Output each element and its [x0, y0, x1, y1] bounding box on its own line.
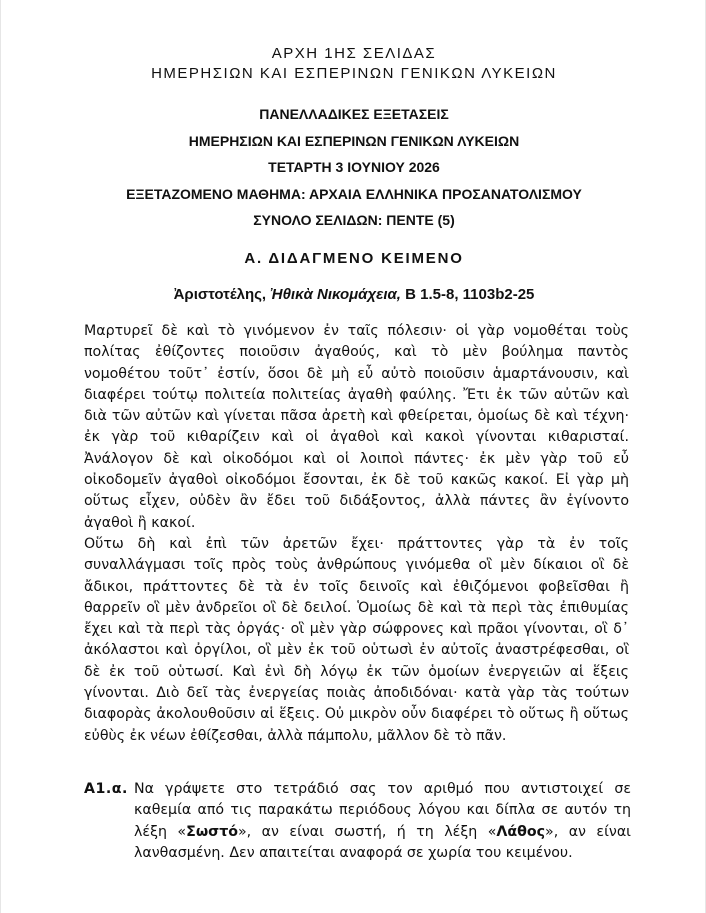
question-text — [134, 779, 631, 864]
text-paragraph-1: Μαρτυρεῖ δὲ καὶ τὸ γινόμενον ἐν ταῖς πόλεσιν· οἱ γὰρ νομοθέται τοὺς πολίτας ἐθίζοντες ποιοῦσιν ἀγαθούς, καὶ τὸ μὲν βούλημα παντὸς νομοθέτου τοῦτ᾽ ἐστίν, ὅσοι δὲ μὴ εὖ αὐτὸ ποιοῦσιν ἁμαρτάνουσιν, καὶ διαφέρει τούτῳ πολιτεία πολιτείας ἀγαθὴ φαύλης. Ἔτι ἐκ τῶν αὐτῶν καὶ διὰ τῶν αὐτῶν καὶ γίνεται πᾶσα ἀρετὴ καὶ φθείρεται, ὁμοίως δὲ καὶ τέχνη· ἐκ γὰρ τοῦ κιθαρίζειν καὶ οἱ ἀγαθοὶ καὶ κακοὶ γίνονται κιθαρισταί. Ἀνάλογον δὲ καὶ οἰκοδόμοι καὶ οἱ λοιποὶ πάντες· ἐκ μὲν γὰρ τοῦ εὖ οἰκοδομεῖν ἀγαθοὶ οἰκοδόμοι ἔσονται, ἐκ δὲ τοῦ κακῶς κακοί. Εἰ γὰρ μὴ οὕτως εἶχεν, οὐδὲν ἂν ἔδει τοῦ διδάξοντος, ἀλλὰ πάντες ἂν ἐγίνοντο ἀγαθοὶ ἢ κακοί. — [84, 323, 629, 531]
header-schools-line: ΗΜΕΡΗΣΙΩΝ ΚΑΙ ΕΣΠΕΡΙΝΩΝ ΓΕΝΙΚΩΝ ΛΥΚΕΙΩΝ — [151, 65, 557, 82]
correct-word: Σωστό — [186, 823, 238, 840]
exam-info-block — [1, 101, 706, 234]
exam-subject: ΕΞΕΤΑΖΟΜΕΝΟ ΜΑΘΗΜΑ: ΑΡΧΑΙΑ ΕΛΛΗΝΙΚΑ ΠΡΟΣΑΝΑΤΟΛΙΣΜΟΥ — [126, 185, 582, 202]
question-text-part-1: Να γράψετε στο τετράδιό σας τον αριθμό που αντιστοιχεί σε καθεμία από τις παρακάτω περιόδους λόγου και δίπλα σε αυτόν τη λέξη « — [134, 781, 631, 840]
wrong-word: Λάθος — [496, 823, 546, 840]
page-header — [1, 44, 706, 84]
exam-total-pages: ΣΥΝΟΛΟ ΣΕΛΙΔΩΝ: ΠΕΝΤΕ (5) — [253, 212, 455, 228]
question-text-part-2: », αν είναι σωστή, ή τη λέξη « — [238, 823, 497, 840]
page-number-label: ΑΡΧΗ 1ΗΣ ΣΕΛΙΔΑΣ — [271, 45, 437, 62]
question-label: Α1.α. — [84, 781, 128, 797]
citation-author: Ἀριστοτέλης, — [173, 286, 267, 303]
exam-schools: ΗΜΕΡΗΣΙΩΝ ΚΑΙ ΕΣΠΕΡΙΝΩΝ ΓΕΝΙΚΩΝ ΛΥΚΕΙΩΝ — [188, 132, 520, 149]
question-a1a — [84, 779, 631, 864]
section-title: Α. ΔΙΔΑΓΜΕΝΟ ΚΕΙΜΕΝΟ — [244, 250, 464, 267]
text-paragraph-2: Οὕτω δὴ καὶ ἐπὶ τῶν ἀρετῶν ἔχει· πράττοντες γὰρ τὰ ἐν τοῖς συναλλάγμασι τοῖς πρὸς τοὺς ἀνθρώπους γινόμεθα οἳ μὲν δίκαιοι οἳ δὲ ἄδικοι, πράττοντες δὲ τὰ ἐν τοῖς δεινοῖς καὶ ἐθιζόμενοι φοβεῖσθαι ἢ θαρρεῖν οἳ μὲν ἀνδρεῖοι οἳ δὲ δειλοί. Ὁμοίως δὲ καὶ τὰ περὶ τὰς ἐπιθυμίας ἔχει καὶ τὰ περὶ τὰς ὀργάς· οἳ μὲν γὰρ σώφρονες καὶ πρᾶοι γίνονται, οἳ δ᾽ ἀκόλαστοι καὶ ὀργίλοι, οἳ μὲν ἐκ τοῦ οὑτωσὶ ἐν αὐτοῖς ἀναστρέφεσθαι, οἳ δὲ ἐκ τοῦ οὑτωσί. Καὶ ἑνὶ δὴ λόγῳ ἐκ τῶν ὁμοίων ἐνεργειῶν αἱ ἕξεις γίνονται. Διὸ δεῖ τὰς ἐνεργείας ποιὰς ἀποδιδόναι· κατὰ γὰρ τὰς τούτων διαφορὰς ἀκολουθοῦσιν αἱ ἕξεις. Οὐ μικρὸν οὖν διαφέρει τὸ οὕτως ἢ οὕτως εὐθὺς ἐκ νέων ἐθίζεσθαι, ἀλλὰ πάμπολυ, μᾶλλον δὲ τὸ πᾶν. — [84, 535, 629, 744]
ancient-text — [84, 321, 629, 747]
exam-date: ΤΕΤΑΡΤΗ 3 ΙΟΥΝΙΟΥ 2026 — [268, 159, 440, 175]
exam-title: ΠΑΝΕΛΛΑΔΙΚΕΣ ΕΞΕΤΑΣΕΙΣ — [259, 106, 449, 122]
citation-reference: Β 1.5-8, 1103b2-25 — [405, 286, 535, 303]
question-text-part-3: », αν είναι λανθασμένη. Δεν απαιτείται αναφορά σε χωρία του κειμένου. — [134, 823, 631, 861]
text-citation — [1, 286, 706, 303]
citation-work: Ἠθικὰ Νικομάχεια, — [270, 286, 401, 303]
